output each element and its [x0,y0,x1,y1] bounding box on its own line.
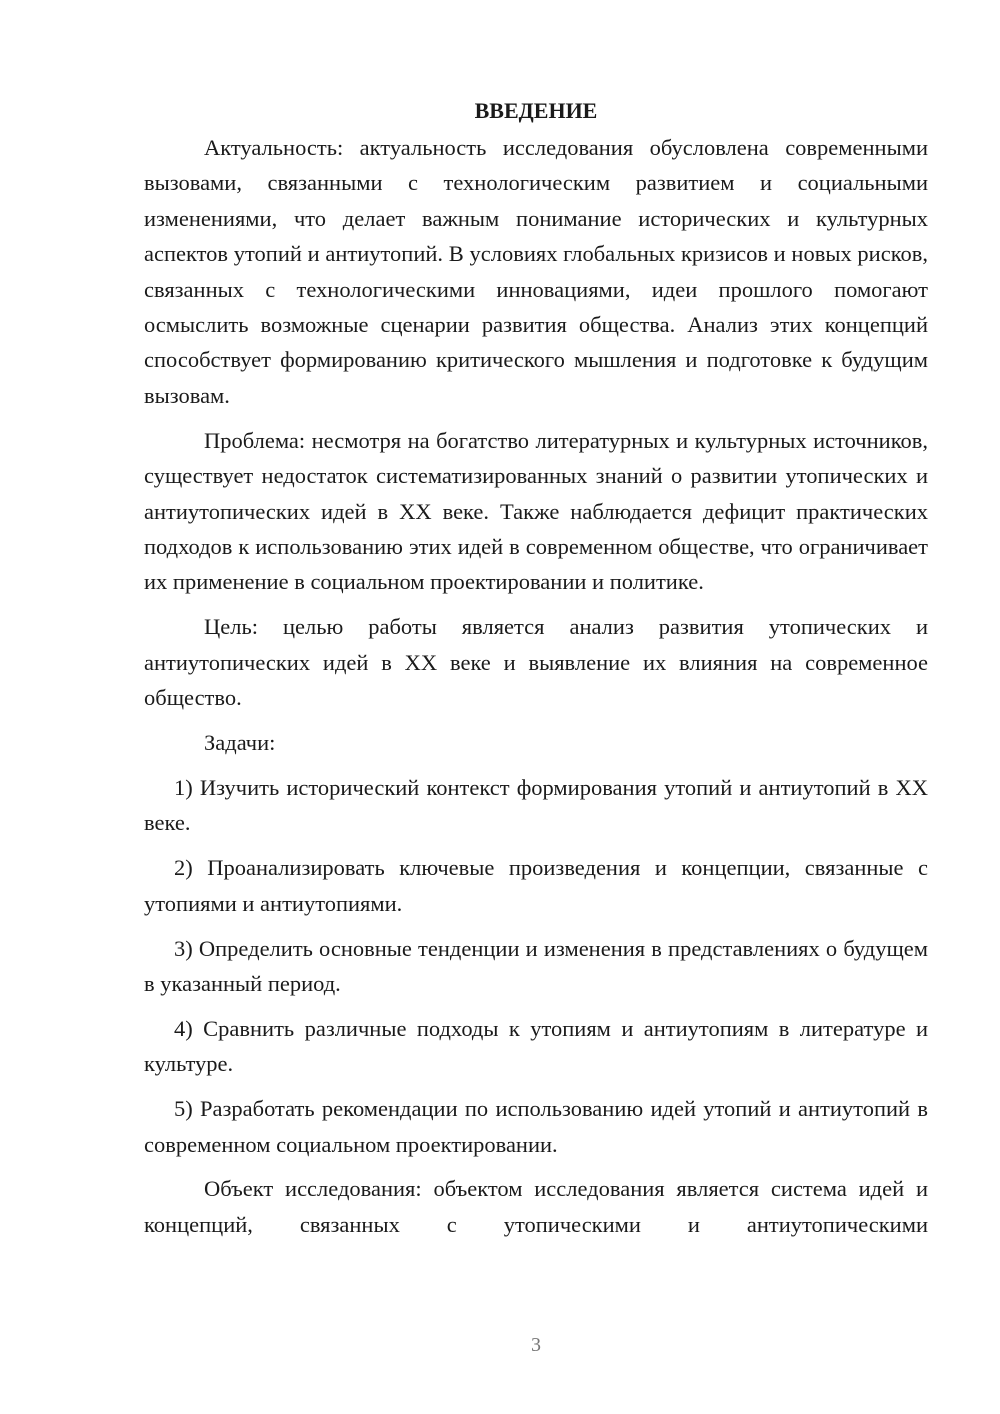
paragraph-relevance: Актуальность: актуальность исследования обусловлена современными вызовами, связанными с технологическим развитием и социальными изменениями, что делает важным понимание исторических и культурных аспектов утопий и антиутопий. В условиях глобальных кризисов и новых рисков, связанных с технологическими инновациями, идеи прошлого помогают осмыслить возможные сценарии развития общества. Анализ этих концепций способствует формированию критического мышления и подготовке к будущим вызовам. [144,135,928,408]
tasks-heading: Задачи: [204,730,276,755]
paragraph-problem: Проблема: несмотря на богатство литературных и культурных источников, существует недостаток систематизированных знаний о развитии утопических и антиутопических идей в XX веке. Также наблюдается дефицит практических подходов к использованию этих идей в современном обществе, что ограничивает их применение в социальном проектировании и политике. [144,427,928,595]
paragraph-object: Объект исследования: объектом исследования является система идей и концепций, связанных с утопическими и антиутопическими [144,1176,928,1237]
page-number: 3 [531,1334,541,1356]
task-item: 4) Сравнить различные подходы к утопиям и антиутопиям в литературе и культуре. [144,1015,928,1077]
document-page [144,96,928,1252]
task-item: 1) Изучить исторический контекст формирования утопий и антиутопий в XX веке. [144,774,928,836]
paragraph-goal: Цель: целью работы является анализ развития утопических и антиутопических идей в XX веке и выявление их влияния на современное общество. [144,614,928,711]
task-item: 2) Проанализировать ключевые произведения и концепции, связанные с утопиями и антиутопиями. [144,855,928,916]
section-title: ВВЕДЕНИЕ [474,98,598,123]
task-item: 5) Разработать рекомендации по использованию идей утопий и антиутопий в современном социальном проектировании. [144,1096,928,1157]
task-item: 3) Определить основные тенденции и изменения в представлениях о будущем в указанный период. [144,935,928,996]
